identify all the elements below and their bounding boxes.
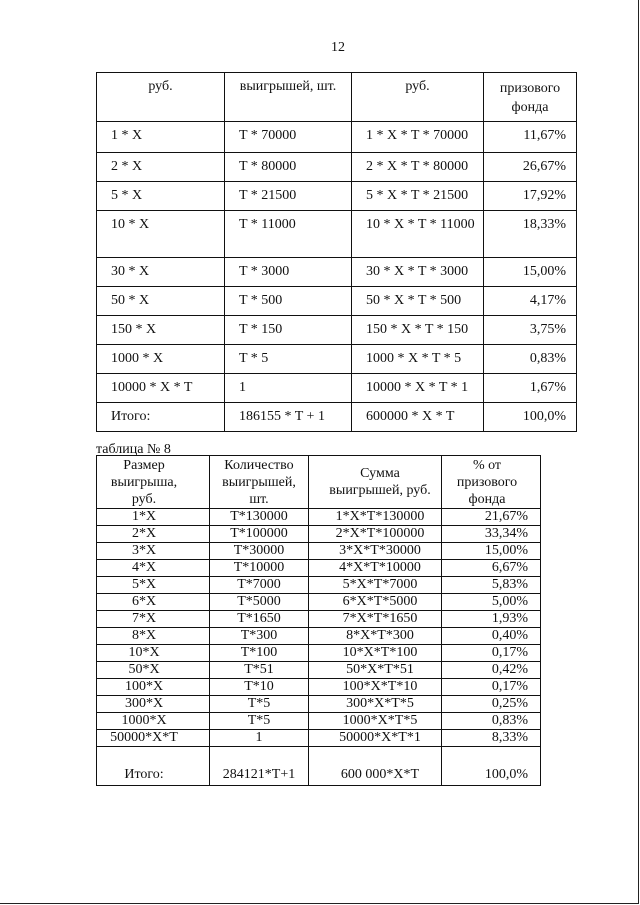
table-cell: 1,67% <box>484 374 577 403</box>
table-cell: T * 70000 <box>225 122 352 153</box>
table-total-row <box>97 747 541 786</box>
table-cell: 1 <box>210 730 309 747</box>
table-cell: 0,83% <box>484 345 577 374</box>
table-row <box>97 287 577 316</box>
total-cell: 284121*T+1 <box>210 747 309 786</box>
table-row <box>97 509 541 526</box>
table-cell: 186155 * T + 1 <box>225 403 352 432</box>
table-cell: T * 150 <box>225 316 352 345</box>
table-cell: 10 * X <box>97 211 225 258</box>
table-row <box>97 560 541 577</box>
table-cell: 5,00% <box>442 594 541 611</box>
table-row <box>97 730 541 747</box>
table-cell: 10000 * X * T * 1 <box>352 374 484 403</box>
table-cell: 21,67% <box>442 509 541 526</box>
table-cell: T * 11000 <box>225 211 352 258</box>
table-cell: 100*X*T*10 <box>309 679 442 696</box>
column-header: Количество выигрышей, шт. <box>210 456 309 509</box>
total-cell: 600 000*X*T <box>309 747 442 786</box>
table-row <box>97 345 577 374</box>
total-cell: 100,0% <box>442 747 541 786</box>
table-cell: 100,0% <box>484 403 577 432</box>
table-cell: 33,34% <box>442 526 541 543</box>
table-cell: 4*X <box>97 560 210 577</box>
table-row <box>97 374 577 403</box>
table-cell: T*10 <box>210 679 309 696</box>
table-cell: 6*X*T*5000 <box>309 594 442 611</box>
column-header: Сумма выигрышей, руб. <box>309 456 442 509</box>
table-row <box>97 645 541 662</box>
table-cell: 50 * X * T * 500 <box>352 287 484 316</box>
table-cell: 3*X*T*30000 <box>309 543 442 560</box>
table-cell: 4,17% <box>484 287 577 316</box>
table-cell: 26,67% <box>484 153 577 182</box>
table-cell: T * 3000 <box>225 258 352 287</box>
table-cell: T * 5 <box>225 345 352 374</box>
table-row <box>97 543 541 560</box>
table-cell: 10*X*T*100 <box>309 645 442 662</box>
table-cell: 50000*X*T*1 <box>309 730 442 747</box>
table-header-row <box>97 456 541 509</box>
table-row <box>97 258 577 287</box>
table-row <box>97 611 541 628</box>
table-cell: 18,33% <box>484 211 577 258</box>
table-cell: T*100000 <box>210 526 309 543</box>
table-cell: 6,67% <box>442 560 541 577</box>
column-header: руб. <box>352 73 484 122</box>
table-cell: 4*X*T*10000 <box>309 560 442 577</box>
table-cell: T*1650 <box>210 611 309 628</box>
table-cell: 1000 * X * T * 5 <box>352 345 484 374</box>
table-row <box>97 713 541 730</box>
table-cell: T*100 <box>210 645 309 662</box>
table-cell: 10*X <box>97 645 210 662</box>
table-cell: 5 * X <box>97 182 225 211</box>
table-cell: 100*X <box>97 679 210 696</box>
table-cell: 1000*X <box>97 713 210 730</box>
table-cell: T*10000 <box>210 560 309 577</box>
table-cell: 10 * X * T * 11000 <box>352 211 484 258</box>
table-cell: 8,33% <box>442 730 541 747</box>
column-header: Размер выигрыша, руб. <box>97 456 210 509</box>
table-cell: T*30000 <box>210 543 309 560</box>
table-cell: 5 * X * T * 21500 <box>352 182 484 211</box>
table-cell: 1*X*T*130000 <box>309 509 442 526</box>
table-row <box>97 594 541 611</box>
table-cell: T*5 <box>210 713 309 730</box>
table-cell: 15,00% <box>484 258 577 287</box>
table-cell: 0,40% <box>442 628 541 645</box>
table-cell: 7*X*T*1650 <box>309 611 442 628</box>
table-cell: 2 * X * T * 80000 <box>352 153 484 182</box>
column-header: руб. <box>97 73 225 122</box>
table-cell: 300*X*T*5 <box>309 696 442 713</box>
table-row <box>97 403 577 432</box>
prize-table-8 <box>96 455 541 786</box>
table-cell: 3*X <box>97 543 210 560</box>
table-cell: 1,93% <box>442 611 541 628</box>
table-cell: 5*X <box>97 577 210 594</box>
table-cell: 50*X*T*51 <box>309 662 442 679</box>
table-row <box>97 153 577 182</box>
table-cell: 150 * X <box>97 316 225 345</box>
table-cell: T*300 <box>210 628 309 645</box>
table-row <box>97 662 541 679</box>
table-cell: Итого: <box>97 403 225 432</box>
table-row <box>97 526 541 543</box>
table-row <box>97 577 541 594</box>
table-cell: 11,67% <box>484 122 577 153</box>
table-cell: 15,00% <box>442 543 541 560</box>
table-cell: 5*X*T*7000 <box>309 577 442 594</box>
table-row <box>97 696 541 713</box>
table-cell: 1000*X*T*5 <box>309 713 442 730</box>
table-cell: T*5000 <box>210 594 309 611</box>
table-cell: 0,17% <box>442 645 541 662</box>
column-header: выигрышей, шт. <box>225 73 352 122</box>
table-cell: 10000 * X * T <box>97 374 225 403</box>
table-cell: 5,83% <box>442 577 541 594</box>
table-cell: 50 * X <box>97 287 225 316</box>
table-cell: 1 * X <box>97 122 225 153</box>
table-cell: 50000*X*T <box>97 730 210 747</box>
table-cell: 1000 * X <box>97 345 225 374</box>
table-cell: 0,25% <box>442 696 541 713</box>
table-cell: 2*X*T*100000 <box>309 526 442 543</box>
table-cell: 300*X <box>97 696 210 713</box>
table-cell: T * 80000 <box>225 153 352 182</box>
table-row <box>97 679 541 696</box>
table-cell: T*130000 <box>210 509 309 526</box>
table-cell: 0,17% <box>442 679 541 696</box>
table-cell: 1 <box>225 374 352 403</box>
column-header: % от призового фонда <box>442 456 541 509</box>
table-cell: 50*X <box>97 662 210 679</box>
table-row <box>97 122 577 153</box>
table-cell: 7*X <box>97 611 210 628</box>
table-cell: 1 * X * T * 70000 <box>352 122 484 153</box>
table-cell: 1*X <box>97 509 210 526</box>
table-row <box>97 628 541 645</box>
table-cell: 0,42% <box>442 662 541 679</box>
table-cell: 3,75% <box>484 316 577 345</box>
table-cell: 150 * X * T * 150 <box>352 316 484 345</box>
column-header: призового фонда <box>484 73 577 122</box>
table-row <box>97 316 577 345</box>
page-number: 12 <box>331 40 345 55</box>
table-cell: T*51 <box>210 662 309 679</box>
table-cell: T * 21500 <box>225 182 352 211</box>
prize-table-continued <box>96 72 577 432</box>
table-cell: 600000 * X * T <box>352 403 484 432</box>
table-cell: T * 500 <box>225 287 352 316</box>
table-cell: 6*X <box>97 594 210 611</box>
table-header-row <box>97 73 577 122</box>
table-cell: T*5 <box>210 696 309 713</box>
table-cell: T*7000 <box>210 577 309 594</box>
table-row <box>97 211 577 258</box>
table-cell: 2*X <box>97 526 210 543</box>
table-cell: 30 * X <box>97 258 225 287</box>
table-row <box>97 182 577 211</box>
table-cell: 17,92% <box>484 182 577 211</box>
table-cell: 0,83% <box>442 713 541 730</box>
table-cell: 8*X*T*300 <box>309 628 442 645</box>
table-cell: 30 * X * T * 3000 <box>352 258 484 287</box>
table-cell: 8*X <box>97 628 210 645</box>
total-cell: Итого: <box>97 747 210 786</box>
table-cell: 2 * X <box>97 153 225 182</box>
table-caption: таблица № 8 <box>96 442 171 457</box>
